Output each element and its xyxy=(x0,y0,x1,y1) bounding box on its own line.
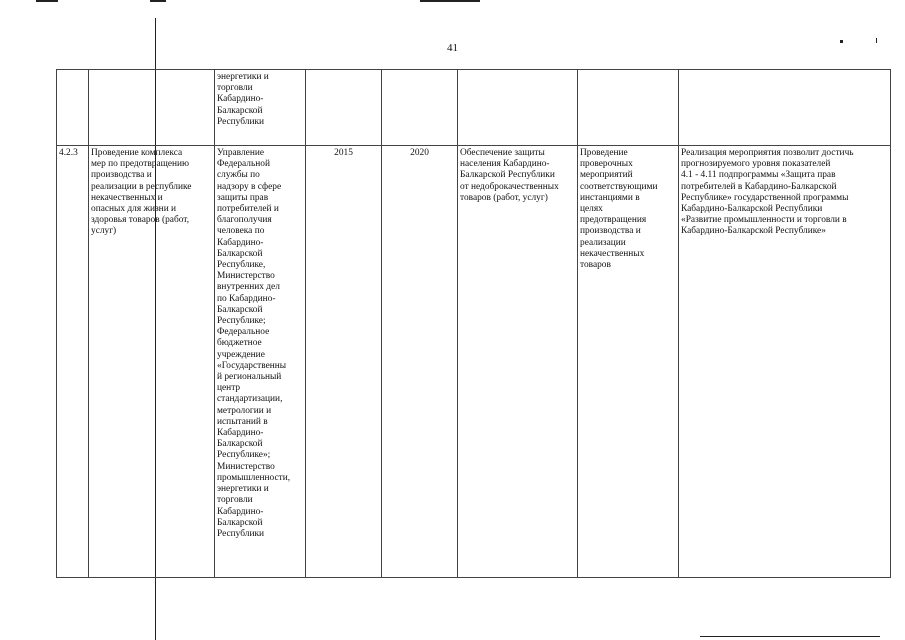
cell-end-year: 2020 xyxy=(382,146,458,578)
cell-result: Обеспечение защиты населения Кабардино- Балкарской Республики от недоброкачественных товаров (работ, услуг) xyxy=(458,146,578,578)
scan-mark-bottom-right xyxy=(700,636,880,637)
cell-executors: Управление Федеральной службы по надзору в сфере защиты прав потребителей и благополучия человека по Кабардино- Балкарской Республике, Министерство внутренних дел по Кабардино- Балкарской Республике; Федеральное бюджетное учреждение «Государственны й региональный центр стандартизации, метрологии и испытаний в Кабардино- Балкарской Республике»; Министерство промышленности, энергетики и торговли Кабардино- Балкарской Республики xyxy=(215,146,306,578)
cell-indicators: Реализация мероприятия позволит достичь прогнозируемого уровня показателей 4.1 - 4.11 подпрограммы «Защита прав потребителей в Кабардино-Балкарской Республике» государственной программы Кабардино-Балкарской Республики «Развитие промышленности и торговли в Кабардино-Балкарской Республике» xyxy=(679,146,891,578)
cell-name xyxy=(89,70,215,146)
cell-activities xyxy=(578,70,679,146)
scan-mark-top-left xyxy=(36,0,58,2)
cell-start-year xyxy=(306,70,382,146)
program-table xyxy=(56,69,891,578)
page-number: 41 xyxy=(447,42,458,54)
cell-activities: Проведение проверочных мероприятий соответствующими инстанциями в целях предотвращения производства и реализации некачественных товаров xyxy=(578,146,679,578)
cell-number xyxy=(57,70,89,146)
scan-mark-top-right xyxy=(420,0,480,2)
cell-name: Проведение комплекса мер по предотвращению производства и реализации в республике некачественных и опасных для жизни и здоровья товаров (работ, услуг) xyxy=(89,146,215,578)
cell-number: 4.2.3 xyxy=(57,146,89,578)
cell-indicators xyxy=(679,70,891,146)
cell-end-year xyxy=(382,70,458,146)
cell-result xyxy=(458,70,578,146)
table-row-4-2-3 xyxy=(57,146,891,578)
table-row-continued xyxy=(57,70,891,146)
cell-start-year: 2015 xyxy=(306,146,382,578)
cell-executors: энергетики и торговли Кабардино- Балкарской Республики xyxy=(215,70,306,146)
scan-mark-top-center xyxy=(150,0,166,2)
